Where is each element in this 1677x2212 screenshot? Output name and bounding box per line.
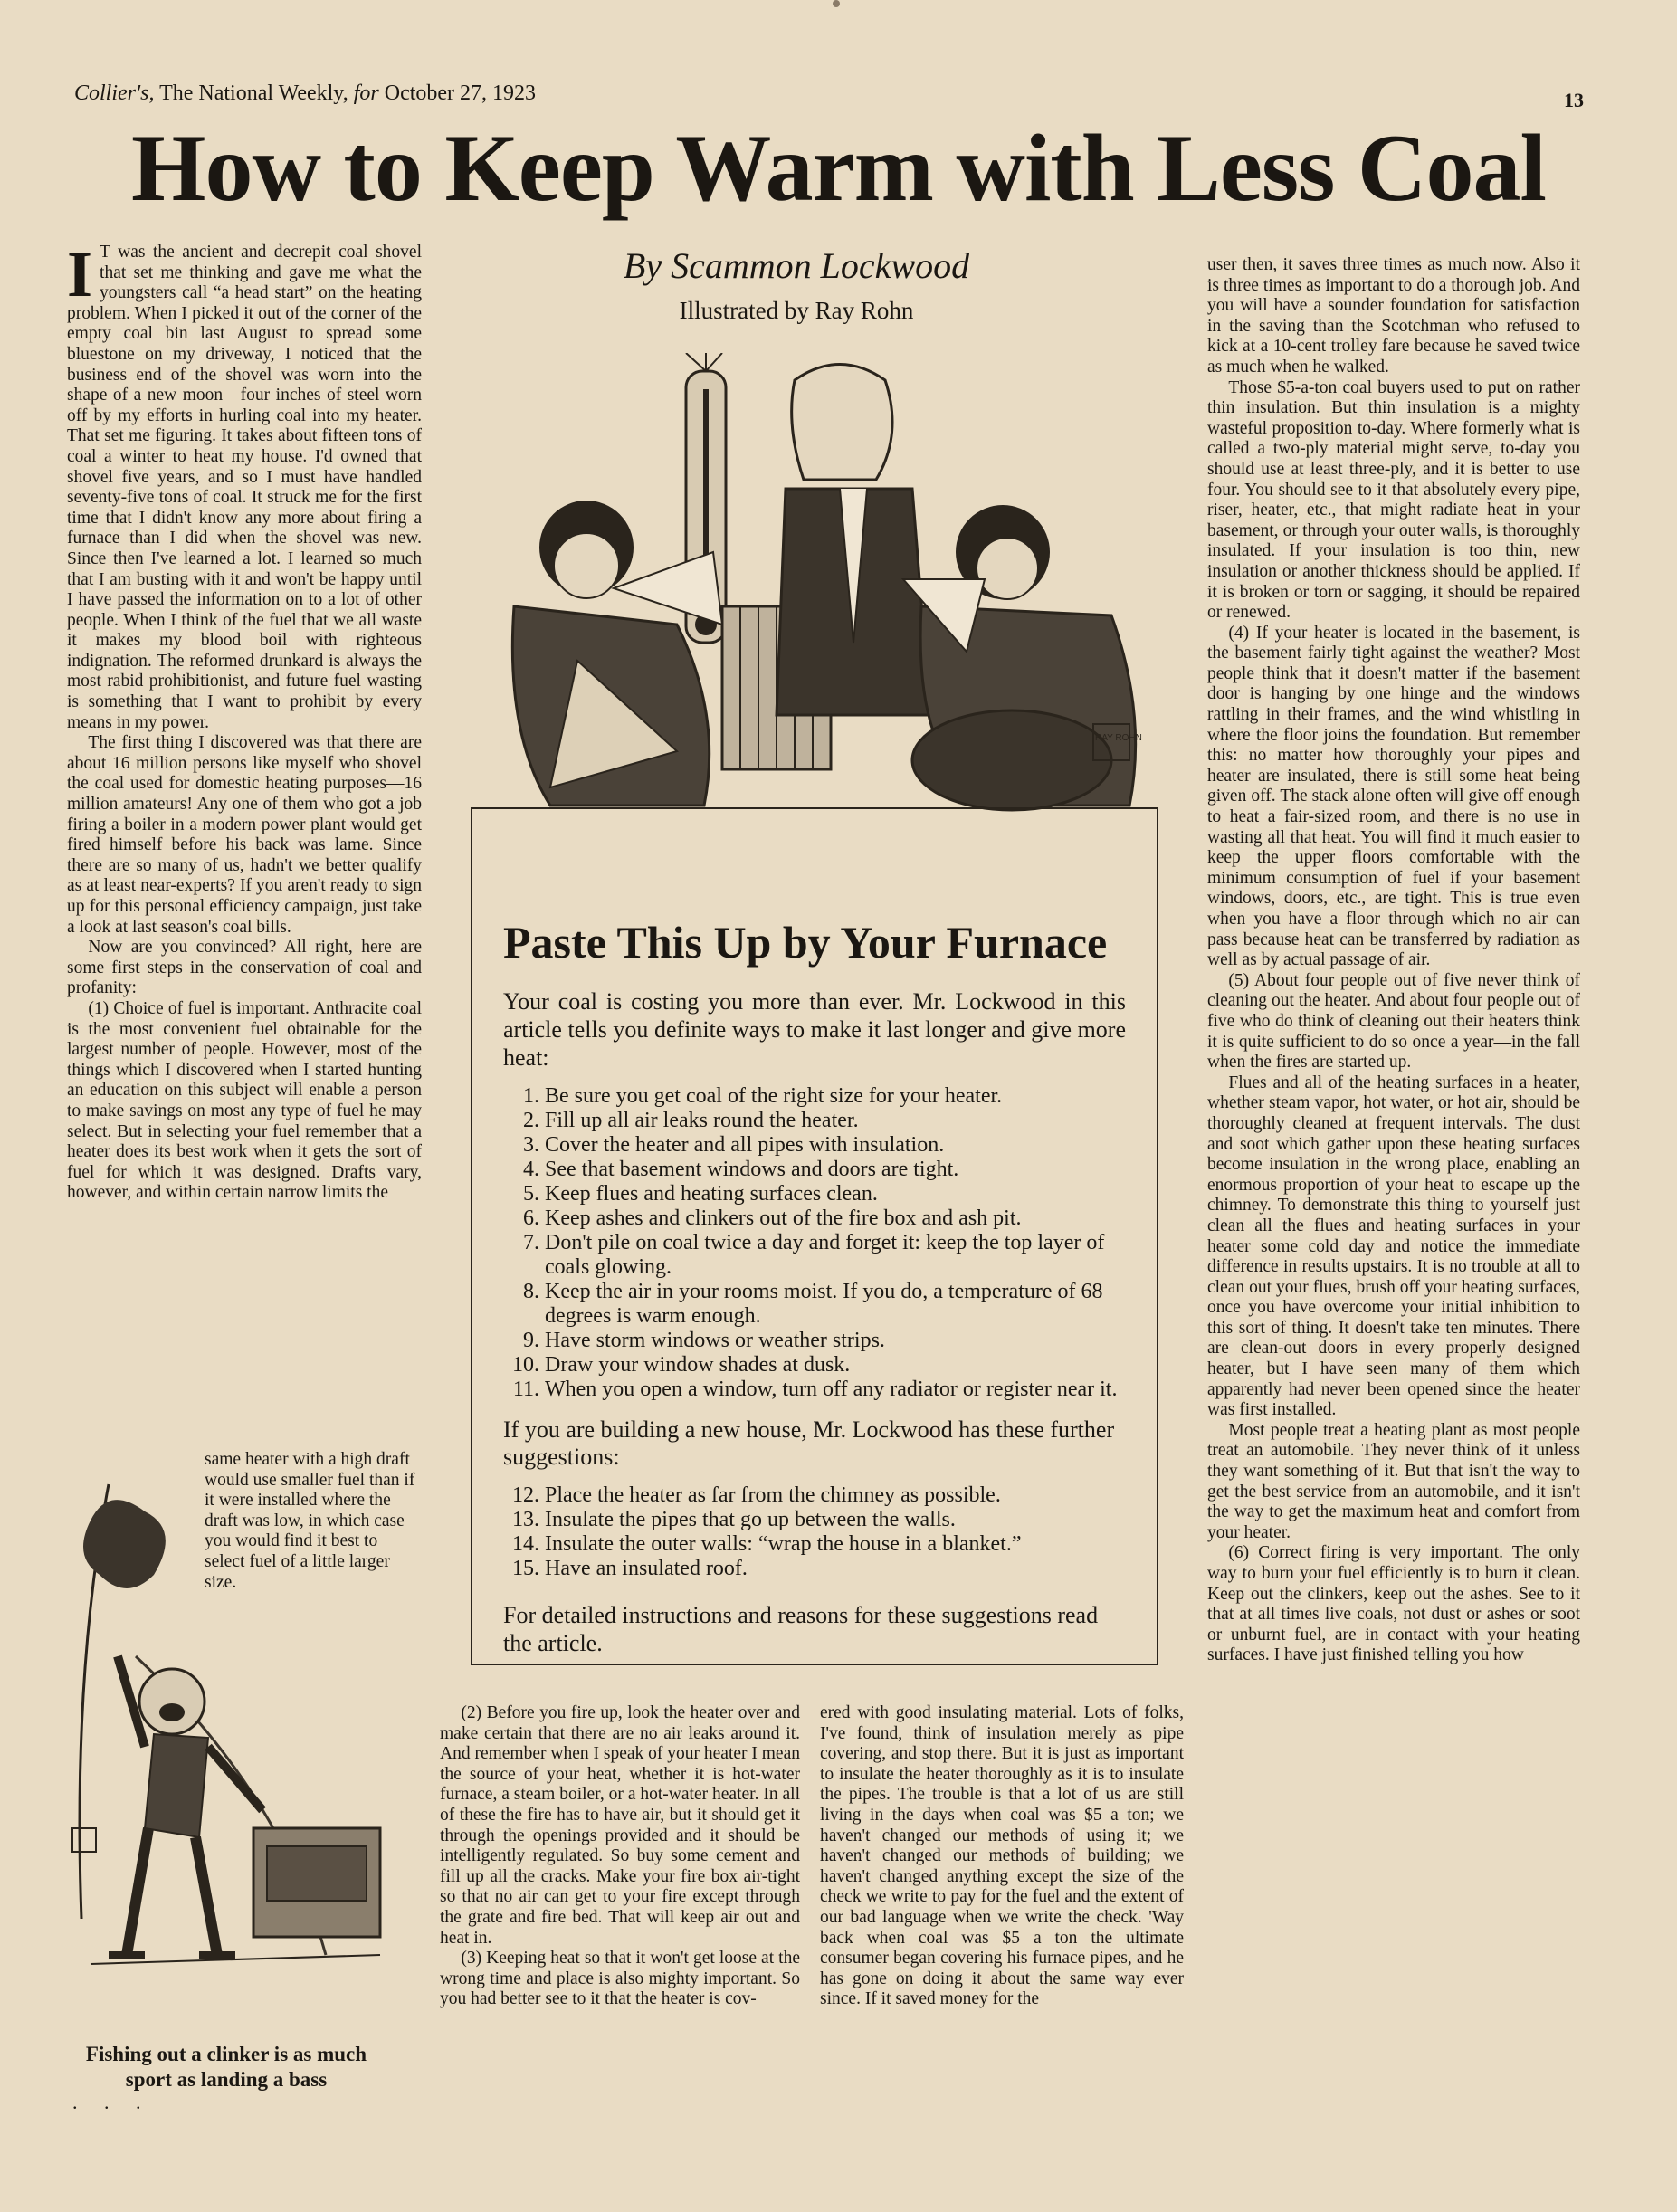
paragraph: (6) Correct firing is very important. The only way to burn your fuel efficiently is to burn it clean. Keep out the clinkers, keep out the ashes. See to it that at all times live coals, not dust or ashes or soot or unburnt fuel, are in contact with your heating surfaces. I have just finished telling you how [1207, 1543, 1580, 1665]
page-number: 13 [1564, 89, 1584, 111]
paragraph: ered with good insulating material. Lots of folks, I've found, think of insulation merely as pipe covering, and stop there. But it is just as important to insulate the heater thoroughly as it is to insulate the pipes. The trouble is that a lot of us are still living in the days when coal was $5 a ton; we haven't changed our methods of using it; we haven't changed our methods of building; we haven't changed anything except the size of the check we write to pay for the fuel and the extent of our bad language when we write the check. 'Way back when coal was $5 a ton the ultimate consumer began covering his furnace pipes, and he has gone on doing it about the same way ever since. If it saved money for the [820, 1703, 1184, 2009]
ellipsis-dots: . . . [72, 2091, 152, 2113]
box-intro: Your coal is costing you more than ever. Mr. Lockwood in this article tells you definite ways to make it last longer and give more heat: [503, 988, 1126, 1071]
tip-item: 6. Keep ashes and clinkers out of the fire box and ash pit. [545, 1206, 1126, 1231]
new-house-intro: If you are building a new house, Mr. Lockwood has these further suggestions: [503, 1416, 1115, 1470]
caption-line-2: sport as landing a bass [125, 2068, 328, 2091]
tip-item: 3. Cover the heater and all pipes with insulation. [545, 1133, 1126, 1158]
tip-item: 14. Insulate the outer walls: “wrap the house in a blanket.” [545, 1532, 1126, 1557]
byline: By Scammon Lockwood [623, 245, 970, 286]
clinker-illustration [54, 1448, 398, 2036]
paragraph: Most people treat a heating plant as most people treat an automobile. They never think of it unless they want something of it. But that isn't the way to get the best service from an automobile, and it isn't the way to get the maximum heat and comfort from your heater. [1207, 1420, 1580, 1542]
column-3 [820, 1703, 1184, 2010]
new-house-tips-list [503, 1483, 1126, 1581]
paragraph: Flues and all of the heating surfaces in a heater, whether steam vapor, hot water, or hot air, should be thoroughly cleaned at frequent intervals. The dust and soot which gather upon these heating surfaces become insulation in the wrong place, enabling an enormous proportion of your heat to escape up the chimney. To demonstrate this thing to yourself just clean all the flues and heating surfaces in your heater some cold day and notice the immediate difference in results upstairs. It is no trouble at all to clean out your flues, brush off your heating surfaces, once you have overcome your initial inhibition to this sort of thing. It doesn't take ten minutes. There are clean-out doors in every properly designed heater, but I have seen many of them which apparently had never been opened since the heater was first installed. [1207, 1073, 1580, 1420]
running-header [74, 81, 536, 106]
figure-caption [54, 2042, 398, 2093]
tip-item: 9. Have storm windows or weather strips. [545, 1329, 1126, 1353]
tip-item: 8. Keep the air in your rooms moist. If you do, a temperature of 68 degrees is warm enough. [545, 1280, 1126, 1329]
issue-date: October 27, 1923 [384, 81, 537, 105]
drop-cap: I [67, 238, 93, 310]
paragraph: (2) Before you fire up, look the heater over and make certain that there are no air leaks around it. And remember when I speak of your heater I mean the source of your heat, whether it is hot-water furnace, a steam boiler, or a hot-water heater. In all of these the fire has to have air, but it should get it through the openings provided and it should be intelligently regulated. So buy some cement and fill up all the cracks. Make your fire box air-tight so that no air can get to your fire except through the grate and fire bed. That will keep air out and heat in. [440, 1703, 800, 1948]
paragraph: user then, it saves three times as much now. Also it is three times as important to do a thorough job. And you will have a sounder foundation for satisfaction in the saving than the Scotchman who refused to kick at a 10-cent trolley fare because he saved twice as much when he walked. [1207, 255, 1580, 377]
paragraph-text: T was the ancient and decrepit coal shovel that set me thinking and gave me what the youngsters call “a head start” on the heating problem. When I picked it out of the corner of the empty coal bin last August to spread some bluestone on my driveway, I noticed that the business end of the shovel was worn into the shape of a new moon—four inches of steel worn off by my efforts in hurling coal into my heater. That set me figuring. It takes about fifteen tons of coal a winter to heat my house. I'd owned that shovel five years, and so I must have handled seventy-five tons of coal. It struck me for the first time that I didn't know any more about firing a furnace than I did when the shovel was new. Since then I've learned a lot. I learned so much that I am busting with it and won't be happy until I have passed the information on to a lot of other people. When I think of the fuel that we all waste it makes my blood boil with righteous indignation. The reformed drunkard is always the most rabid prohibitionist, and future fuel wasting is something that I want to prohibit by every means in my power. [67, 243, 422, 732]
paragraph: Those $5-a-ton coal buyers used to put on rather thin insulation. But thin insulation is a mighty wasteful proposition to-day. Where formerly what is called a two-ply material might serve, to-day you should use at least three-ply, and it is better to use four. You should see to it that absolutely every pipe, riser, heater, etc., that might radiate heat in your basement, or through your outer walls, is thoroughly insulated. If your insulation is too thin, new insulation or another thickness should be applied. If it is broken or torn or sagging, it should be repaired or renewed. [1207, 377, 1580, 623]
tip-item: 11. When you open a window, turn off any radiator or register near it. [545, 1378, 1126, 1402]
paragraph: (4) If your heater is located in the basement, is the basement fairly tight against the weather? Most people think that it doesn't matter if the basement door is hanging by one hinge and the windows rattling in their frames, and the wind whistling in where the floor joins the foundation. But remember this: no matter how thoroughly your pipes and heater are insulated, there is still some heat being given off. The stack alone often will give off enough to heat a fair-sized room, and there is no use in wasting all that heat. You will find it much easier to keep the upper floors comfortable with the minimum consumption of fuel if your basement windows, doors, etc., are tight. This is true even when you have a floor through which no air can pass because heat can be transferred by radiation as well as by actual passage of air. [1207, 623, 1580, 970]
paragraph: Now are you convinced? All right, here are some first steps in the conservation of coal and profanity: [67, 938, 422, 998]
paragraph: The first thing I discovered was that there are about 16 million persons like myself who shovel the coal used for domestic heating purposes—16 million amateurs! Any one of them who got a job firing a boiler in a modern power plant would get fired himself before his back was lame. Since there are so many of us, hadn't we better qualify as at least near-experts? If you aren't ready to sign up for this personal efficiency campaign, just take a look at last season's coal bills. [67, 733, 422, 937]
for-word: for [353, 81, 379, 105]
tip-item: 15. Have an insulated roof. [545, 1557, 1126, 1581]
box-title: Paste This Up by Your Furnace [503, 917, 1108, 968]
column-2 [440, 1703, 800, 2010]
paragraph: same heater with a high draft would use smaller fuel than if it were installed where the draft was low, in which case you would find it best to select fuel of a little larger size. [205, 1450, 415, 1592]
binding-dot [833, 0, 840, 7]
tips-list [503, 1084, 1126, 1402]
main-illustration [496, 353, 1166, 819]
article-title: How to Keep Warm with Less Coal [131, 115, 1546, 221]
paragraph [67, 238, 422, 733]
illustration-credit: Illustrated by Ray Rohn [679, 297, 914, 324]
tip-item: 5. Keep flues and heating surfaces clean. [545, 1182, 1126, 1206]
paragraph: (5) About four people out of five never think of cleaning out the heater. And about four people out of five who do think of cleaning out their heaters think it is quite sufficient to do so once a year—in the fall when the fires are started up. [1207, 970, 1580, 1073]
tip-item: 12. Place the heater as far from the chimney as possible. [545, 1483, 1126, 1508]
tip-item: 13. Insulate the pipes that go up between the walls. [545, 1508, 1126, 1532]
box-footer: For detailed instructions and reasons for these suggestions read the article. [503, 1602, 1099, 1656]
paragraph: (1) Choice of fuel is important. Anthracite coal is the most convenient fuel obtainable for the largest number of people. However, most of the things which I discovered when I started hunting an education on this subject will enable a person to make savings on most any type of fuel he may select. But in selecting your fuel remember that a heater does its best work when it gets the sort of fuel for which it was designed. Drafts vary, however, and within certain narrow limits the [67, 998, 422, 1203]
paragraph: (3) Keeping heat so that it won't get loose at the wrong time and place is also mighty important. So you had better see to it that the heater is cov- [440, 1949, 800, 2009]
column-1 [67, 238, 422, 1204]
furnace-tips-box [471, 807, 1158, 1665]
tip-item: 7. Don't pile on coal twice a day and forget it: keep the top layer of coals glowing. [545, 1231, 1126, 1280]
overheated-family-drawing [496, 353, 1166, 819]
tip-item: 2. Fill up all air leaks round the heater. [545, 1109, 1126, 1133]
caption-line-1: Fishing out a clinker is as much [85, 2043, 367, 2065]
artist-signature: RAY ROHN [1095, 733, 1142, 743]
tip-item: 4. See that basement windows and doors are tight. [545, 1158, 1126, 1182]
tip-item: 1. Be sure you get coal of the right size for your heater. [545, 1084, 1126, 1109]
magazine-name: Collier's, [74, 81, 155, 105]
column-4 [1207, 255, 1580, 1666]
tip-item: 10. Draw your window shades at dusk. [545, 1353, 1126, 1378]
clinker-fisher-drawing [54, 1448, 398, 2036]
publication-line: The National Weekly, [159, 81, 348, 105]
